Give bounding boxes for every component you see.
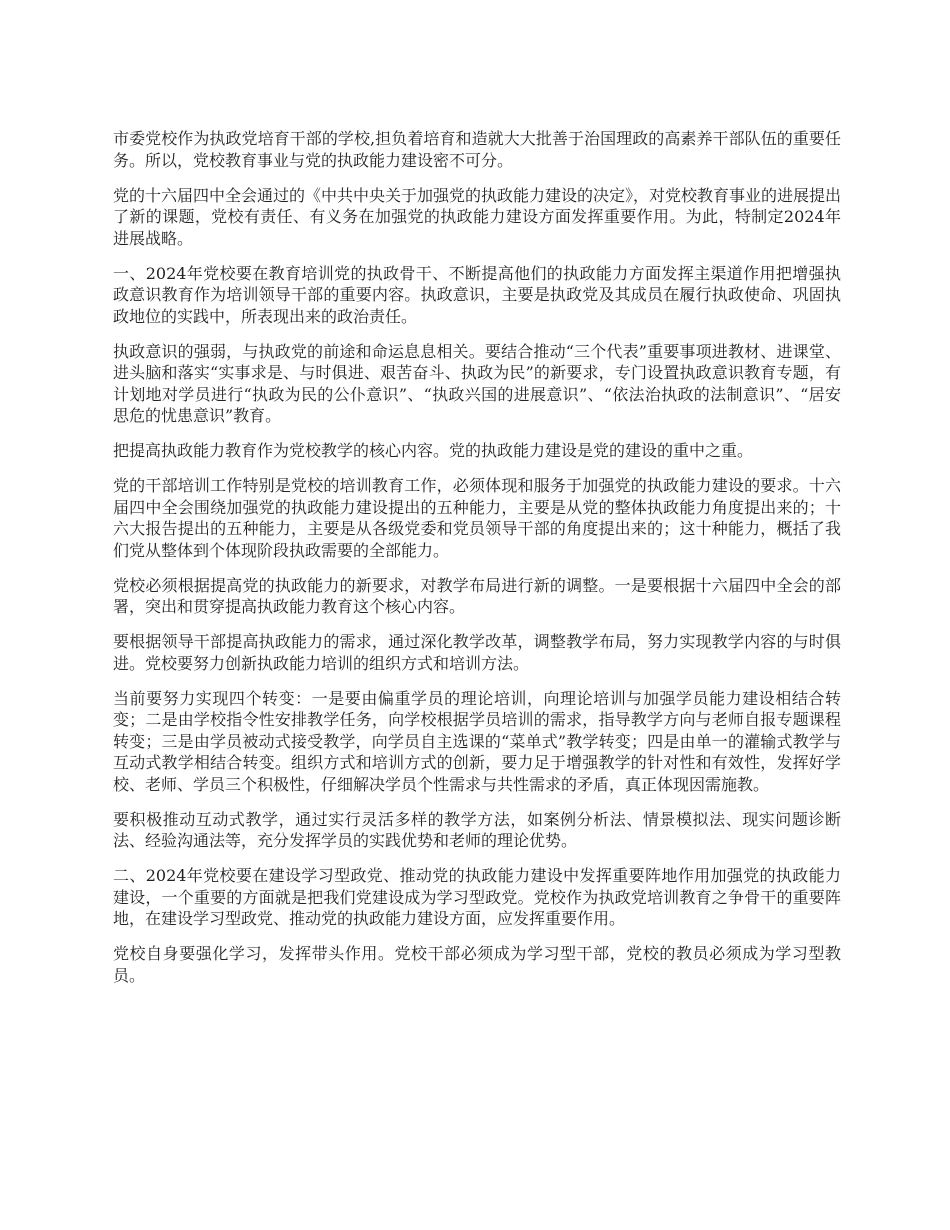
paragraph-3: 一、2024年党校要在教育培训党的执政骨干、不断提高他们的执政能力方面发挥主渠道作用把增强执政意识教育作为培训领导干部的重要内容。执政意识，主要是执政党及其成员在履行执政使命、巩固执政地位的实践中，所表现出来的政治责任。 xyxy=(113,263,841,326)
paragraph-11: 二、2024年党校要在建设学习型政党、推动党的执政能力建设中发挥重要阵地作用加强党的执政能力建设，一个重要的方面就是把我们党建设成为学习型政党。党校作为执政党培训教育之争骨干的重要阵地，在建设学习型政党、推动党的执政能力建设方面，应发挥重要作用。 xyxy=(113,866,841,928)
paragraph-8: 要根据领导干部提高执政能力的需求，通过深化教学改革，调整教学布局，努力实现教学内容的与时俱进。党校要努力创新执政能力培训的组织方式和培训方法。 xyxy=(113,632,841,673)
paragraph-7: 党校必须根据提高党的执政能力的新要求，对教学布局进行新的调整。一是要根据十六届四中全会的部署，突出和贯穿提高执政能力教育这个核心内容。 xyxy=(113,575,841,616)
paragraph-2: 党的十六届四中全会通过的《中共中央关于加强党的执政能力建设的决定》，对党校教育事业的进展提出了新的课题，党校有责任、有义务在加强党的执政能力建设方面发挥重要作用。为此，特制定2024年进展战略。 xyxy=(113,185,842,248)
paragraph-9: 当前要努力实现四个转变：一是要由偏重学员的理论培训，向理论培训与加强学员能力建设相结合转变；二是由学校指令性安排教学任务，向学校根据学员培训的需求，指导教学方向与老师自报专题课程转变；三是由学员被动式接受教学，向学员自主选课的“菜单式”教学转变；四是由单一的灌输式教学与互动式教学相结合转变。组织方式和培训方式的创新，要力足于增强教学的针对性和有效性，发挥好学校、老师、学员三个积极性，仔细解决学员个性需求与共性需求的矛盾，真正体现因需施教。 xyxy=(113,688,841,794)
paragraph-12: 党校自身要强化学习，发挥带头作用。党校干部必须成为学习型干部，党校的教员必须成为学习型教员。 xyxy=(113,944,841,985)
document-body xyxy=(113,128,841,1000)
paragraph-1: 市委党校作为执政党培育干部的学校,担负着培育和造就大大批善于治国理政的高素养干部队伍的重要任务。所以，党校教育事业与党的执政能力建设密不可分。 xyxy=(113,129,841,170)
paragraph-6: 党的干部培训工作特别是党校的培训教育工作，必须体现和服务于加强党的执政能力建设的要求。十六届四中全会围绕加强党的执政能力建设提出的五种能力，主要是从党的整体执政能力角度提出来的；十六大报告提出的五种能力，主要是从各级党委和党员领导干部的角度提出来的；这十种能力，概括了我们党从整体到个体现阶段执政需要的全部能力。 xyxy=(113,476,841,560)
paragraph-5: 把提高执政能力教育作为党校教学的核心内容。党的执政能力建设是党的建设的重中之重。 xyxy=(113,441,754,460)
paragraph-10: 要积极推动互动式教学，通过实行灵活多样的教学方法，如案例分析法、情景模拟法、现实问题诊断法、经验沟通法等，充分发挥学员的实践优势和老师的理论优势。 xyxy=(113,809,841,850)
paragraph-4: 执政意识的强弱，与执政党的前途和命运息息相关。要结合推动“三个代表”重要事项进教材、进课堂、进头脑和落实“实事求是、与时俱进、艰苦奋斗、执政为民”的新要求，专门设置执政意识教育专题，有计划地对学员进行“执政为民的公仆意识”、“执政兴国的进展意识”、“依法治执政的法制意识”、“居安思危的忧患意识”教育。 xyxy=(113,341,841,425)
